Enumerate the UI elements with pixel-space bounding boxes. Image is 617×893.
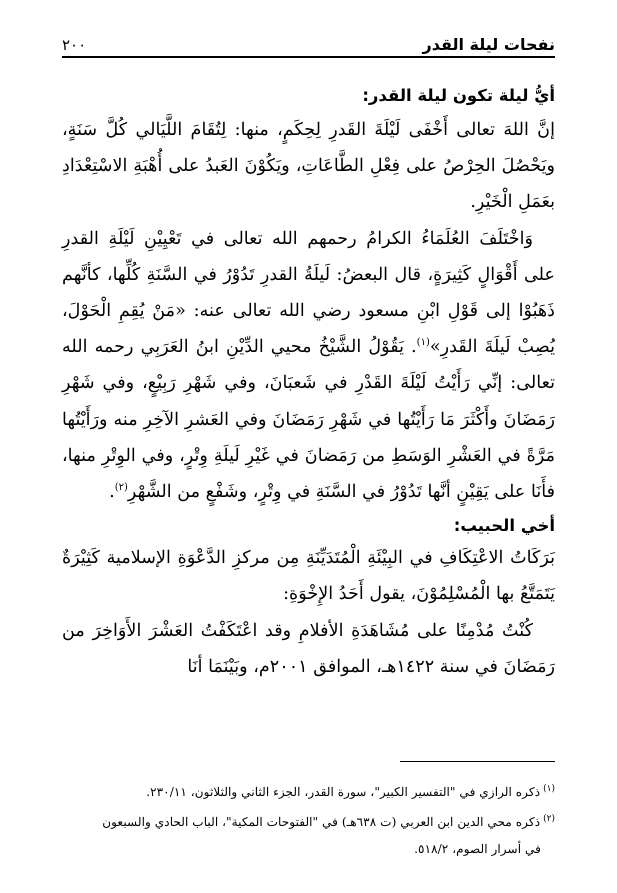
paragraph-itikaf-blessings: بَرَكَاتُ الاعْتِكَافِ في البِيْئَةِ الْمُتَدَيِّنَةِ مِن مركزِ الدَّعْوَةِ الإسلامية كَثِيْرَةٌ يَتَمَتَّعُ بها الْمُسْلِمُوْنَ، يقول أَحَدُ الإِخْوَةِ: (62, 548, 555, 605)
footnote-ref-2: (٢) (114, 482, 128, 494)
main-text (62, 82, 555, 685)
page-number: ٢٠٠ (62, 36, 87, 54)
paragraph-testimony: كُنْتُ مُدْمِنًا على مُشَاهَدَةِ الأفلامِ وقد اعْتَكَفْتُ العَشْرَ الأَوَاخِرَ من رَمَضَانَ في سنة ١٤٢٢هـ، الموافق ٢٠٠١م، وبَيْنَمَا أنَا (62, 620, 555, 677)
footnote-2-continued: في أسرار الصوم، ٥١٨/٢. (414, 842, 541, 857)
footnote-ref-1: (١) (416, 337, 430, 349)
footnote-rule (400, 761, 555, 762)
footnote-1-mark: (١) (543, 784, 555, 794)
running-title: نفحات ليلة القدر (422, 35, 555, 54)
paragraph-wisdom: إنَّ اللهَ تعالى أَخْفَى لَيْلَةَ القَدرِ لِحِكَمٍ، منها: لِتُقَامَ اللَّيَالي كُلَّ سَنَةٍ، ويَحْصُلَ الحِرْصُ على فِعْلِ الطَّاعَاتِ، ويَكُوْنَ العَبدُ على أُهْبَةِ الاسْتِعْدَادِ بعَمَلِ الْخَيْرِ. (62, 120, 555, 213)
paragraph-scholars-part1: وَاخْتَلَفَ العُلَمَاءُ الكرامُ رحمهم الله تعالى في تَعْيِيْنِ لَيْلَةِ القدرِ على أَقْوَالٍ كَثِيرَةٍ، قال البعضُ: لَيلَةُ القدرِ تَدُوْرُ في السَّنَةِ كُلِّها، كأنَّهم ذَهَبُوْا إلى قَوْلِ ابْنِ مسعود رضي الله تعالى عنه: «مَنْ يُقِمِ الْحَوْلَ، يُصِبْ لَيلَةَ القَدرِ» (62, 228, 555, 358)
paragraph-scholars-part2: . يَقُوْلُ الشَّيْخُ محيي الدِّيْنِ ابنُ العَرَبِي رحمه الله تعالى: إنِّي رَأَيْتُ لَيْلَةَ القَدْرِ في شَعبَانَ، وفي شَهْرِ رَبِيْعٍ، وفي شَهْرِ رَمَضَانَ وأَكْثَرَ مَا رَأَيْتُها في شَهْرِ رَمَضَانَ وفي العَشرِ الآخِرِ منه ورَأَيْتُها مَرَّةً في العَشْرِ الوَسَطِ من رَمَضانَ في غَيْرِ لَيلَةِ وِتْرٍ، وفي الوِتْرِ منها، فأَنَا على يَقِيْنٍ أنَّها تَدُوْرُ في السَّنَةِ في وِتْرٍ، وشَفْعٍ من الشَّهْرِ (62, 337, 555, 503)
footnote-2-mark: (٢) (543, 814, 555, 825)
footnote-1-text: ذكره الرازي في "التفسير الكبير"، سورة القدر، الجزء الثاني والثلاثون، ٢٣٠/١١. (146, 785, 541, 800)
paragraph-scholars-opinions (62, 221, 555, 511)
page-header (62, 26, 555, 54)
section-heading-dear-brother: أخي الحبيب: (453, 516, 555, 536)
footnote-1 (62, 776, 555, 806)
header-rule (62, 56, 555, 58)
paragraph-scholars-end: . (109, 482, 115, 503)
footnotes (62, 776, 555, 863)
footnote-2 (62, 806, 555, 836)
section-heading-which-night: أيُّ ليلة تكون ليلة القدر: (362, 86, 555, 105)
footnote-2-text-line1: ذكره محي الدين ابن العربي (ت ٦٣٨هـ) في "الفتوحات المكية"، الباب الحادي والسبعون (102, 815, 541, 830)
